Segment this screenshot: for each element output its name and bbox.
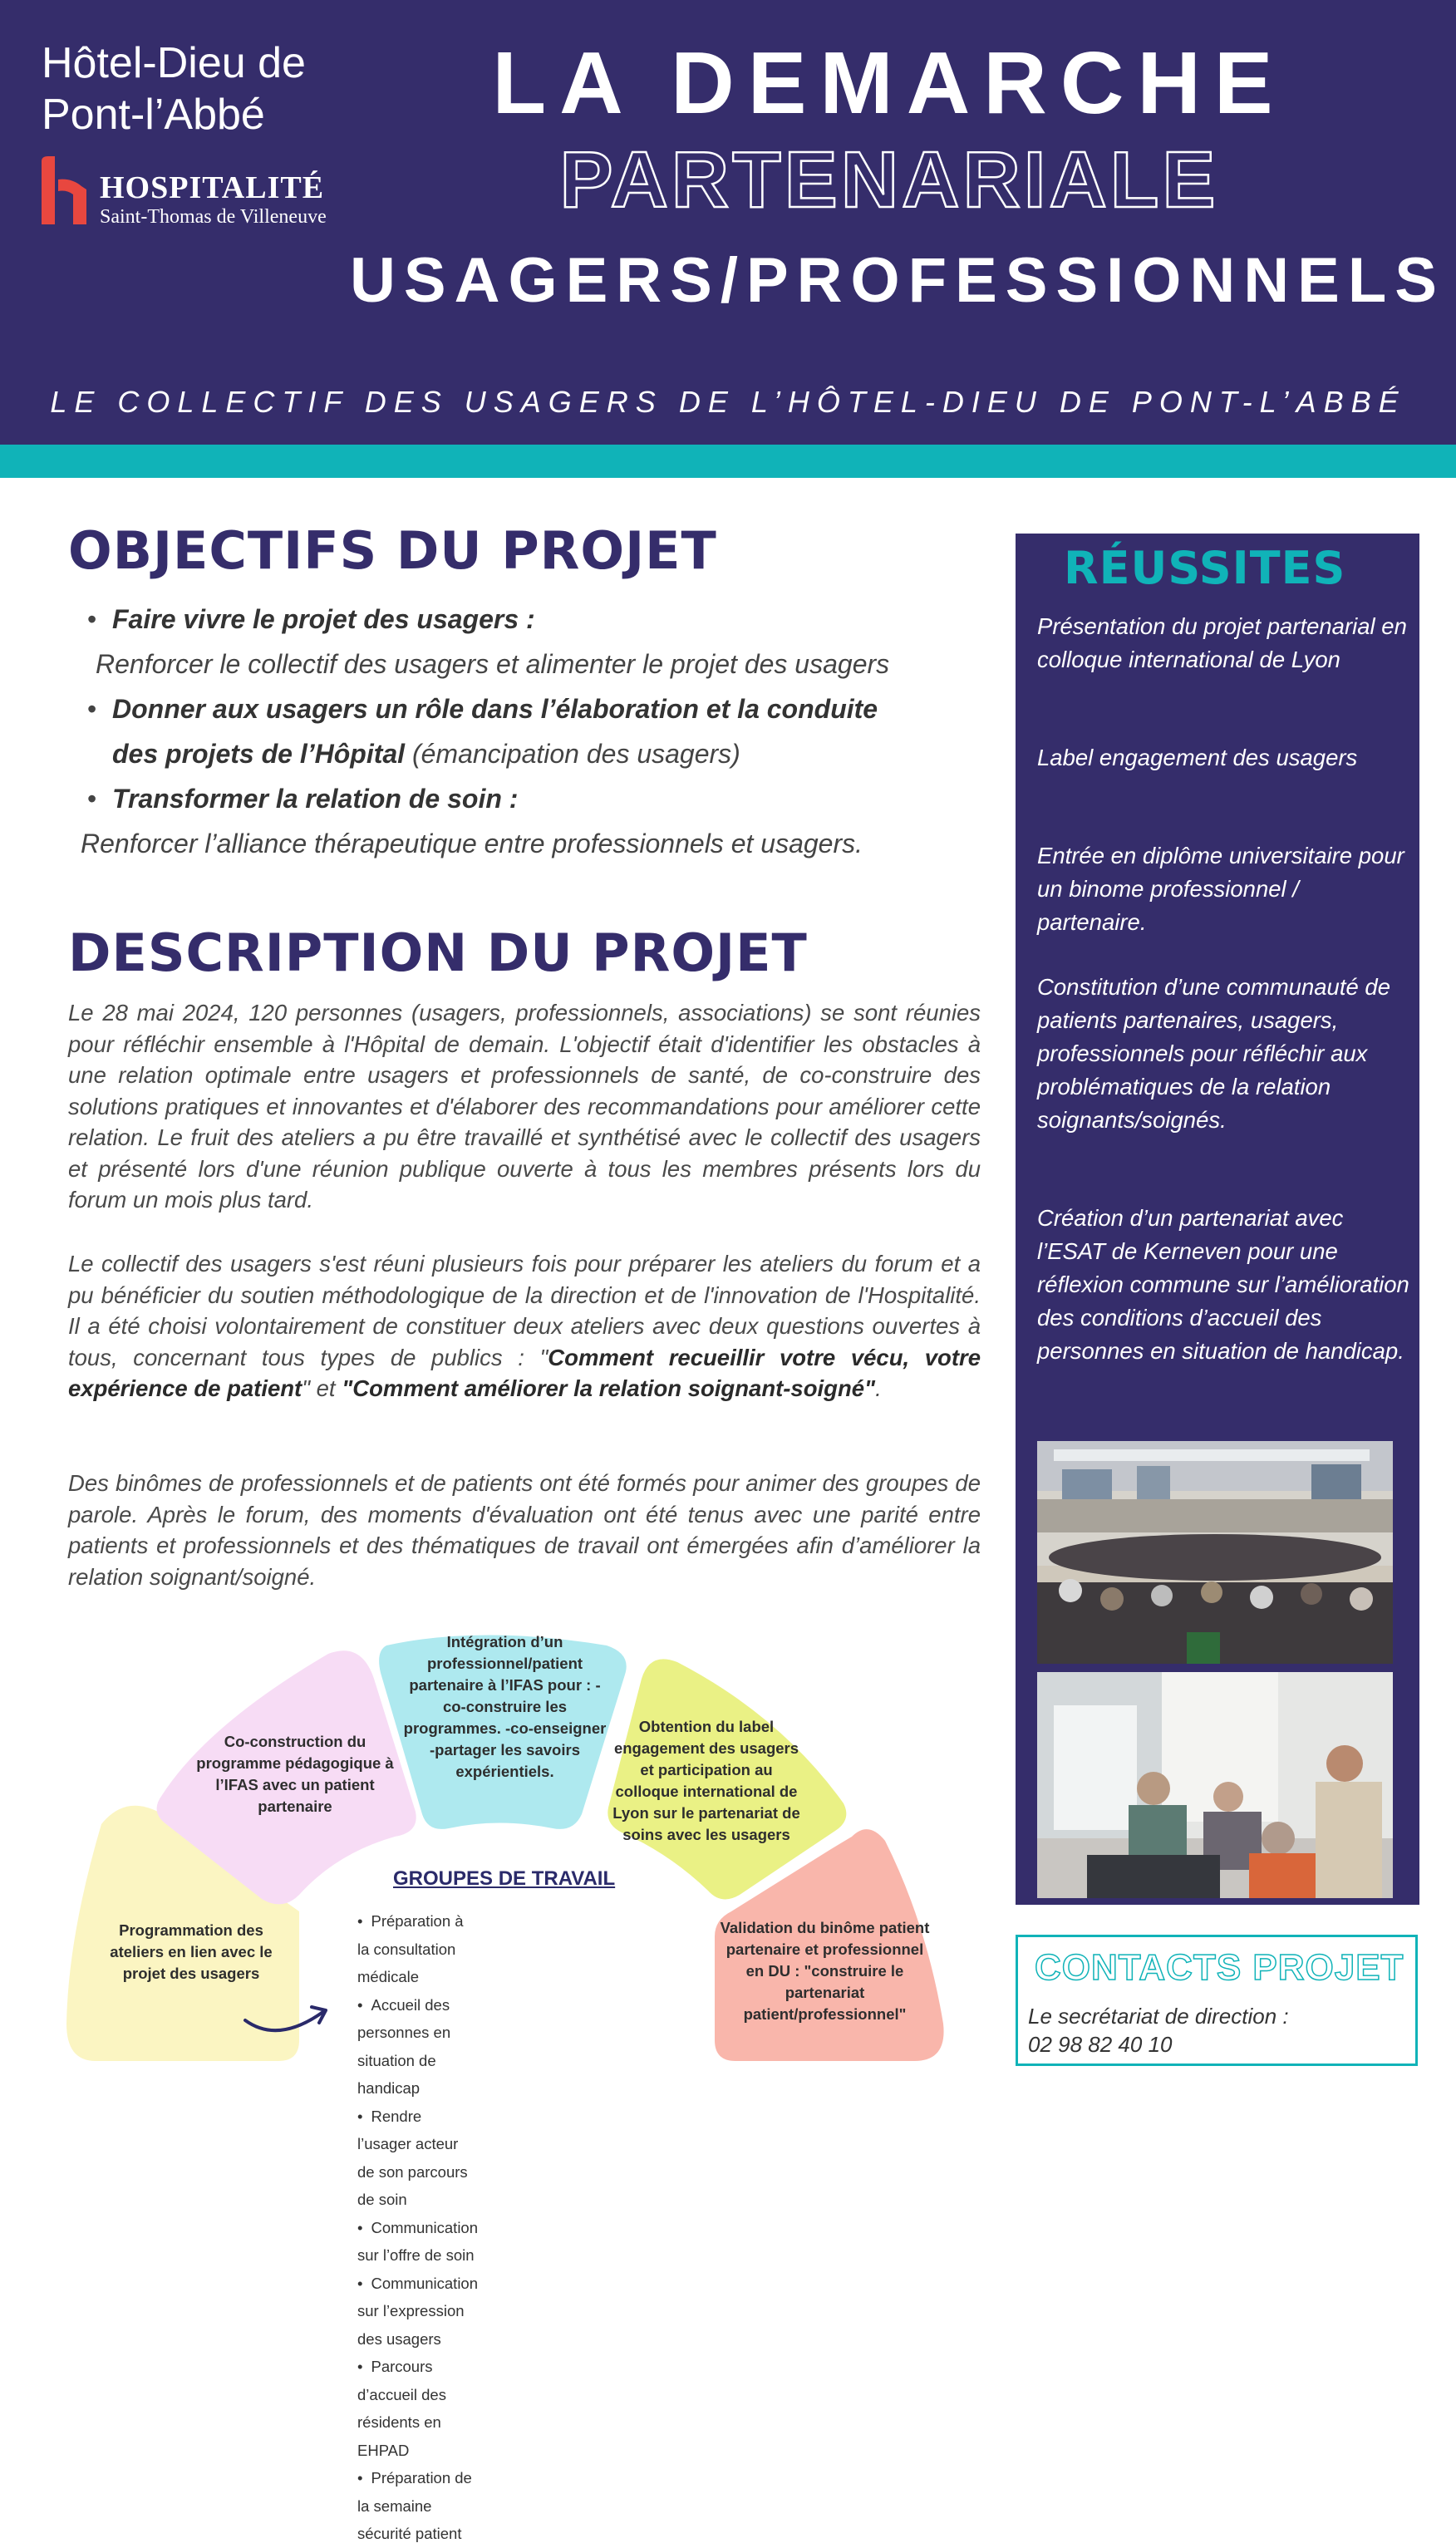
successes-title: RÉUSSITES	[1064, 542, 1346, 594]
list-item: • Parcours d’accueil des résidents en EHPAD	[357, 2353, 478, 2464]
description-paragraph-1: Le 28 mai 2024, 120 personnes (usagers, professionnels, associations) se sont réunies pour réfléchir ensemble à l'Hôpital de demain. L'objectif était d'identifier les obstacles à une relation optimale entre usagers et professionnels de santé, de co-construire des solutions pratiques et innovantes et d'élaborer des recommandations pour améliorer cette relation. Le fruit des ateliers a pu être travaillé et synthétisé avec le collectif des usagers et présenté lors d'une réunion publique ouverte à tous les membres présents lors du forum un mois plus tard.	[68, 1000, 981, 1213]
teal-divider	[0, 445, 1456, 478]
org-name: Hôtel-Dieu de Pont-l’Abbé	[42, 39, 306, 139]
objectives-list	[81, 597, 968, 866]
segment-text-3: Intégration d’un professionnel/patient partenaire à l’IFAS pour : -co-construire les programmes. -co-enseigner -partager les savoirs expérientiels.	[403, 1633, 607, 1780]
work-groups-title: GROUPES DE TRAVAIL	[393, 1867, 616, 1890]
description-paragraph-2: Le collectif des usagers s'est réuni plusieurs fois pour préparer les ateliers du forum et a pu bénéficier du soutien méthodologique de la direction et de l'innovation de l'Hospitalité. Il a été choisi volontairement de constituer deux ateliers avec deux questions ouvertes à tous, concernant tous types de publics : "Comment recueillir votre vécu, votre expérience de patient" et "Comment améliorer la relation soignant-soigné".	[68, 1251, 981, 1401]
segment-text-5: Validation du binôme patient partenaire et professionnel en DU : "construire le partenariat patient/professionnel"	[720, 1919, 930, 2023]
objective-item-1: • Faire vivre le projet des usagers :	[87, 604, 535, 634]
list-item: • Communication sur l’offre de soin	[357, 2214, 478, 2270]
success-item: Présentation du projet partenarial en colloque international de Lyon	[1037, 613, 1407, 672]
objective-item-2: • Donner aux usagers un rôle dans l’élaboration et la conduite	[87, 694, 878, 724]
objective-item-3-detail: Renforcer l’alliance thérapeutique entre professionnels et usagers.	[81, 829, 863, 858]
segment-text-1: Programmation des ateliers en lien avec le projet des usagers	[110, 1921, 273, 1982]
contacts-box	[1016, 1935, 1418, 2066]
objective-item-3: • Transformer la relation de soin :	[87, 784, 519, 814]
description-title: DESCRIPTION DU PROJET	[68, 922, 808, 983]
title-line-2: PARTENARIALE	[559, 135, 1219, 224]
work-groups-list	[357, 1907, 478, 2548]
segment-text-2: Co-construction du programme pédagogique à l’IFAS avec un patient partenaire	[196, 1733, 394, 1815]
success-item: Label engagement des usagers	[1037, 745, 1358, 770]
header-subtitle: LE COLLECTIF DES USAGERS DE L’HÔTEL-DIEU DE PONT-L’ABBÉ	[50, 385, 1406, 419]
success-item: Entrée en diplôme universitaire pour un binome professionnel / partenaire.	[1037, 843, 1404, 935]
logo-subtitle: Saint-Thomas de Villeneuve	[100, 206, 327, 228]
title-line-1: LA DEMARCHE	[492, 34, 1286, 132]
list-item: • Préparation de la semaine sécurité patient	[357, 2464, 478, 2548]
objectives-title: OBJECTIFS DU PROJET	[68, 520, 717, 581]
workshop-photo	[1037, 1672, 1393, 1898]
logo-h-icon	[42, 156, 86, 224]
description-paragraph-3: Des binômes de professionnels et de patients ont été formés pour animer des groupes de parole. Après le forum, des moments d'évaluation ont été tenus avec une parité entre patients et professionnels et des thématiques de travail ont émergées afin d’améliorer la relation soignant/soigné.	[68, 1470, 981, 1590]
forum-assembly-photo	[1037, 1441, 1393, 1664]
objective-item-2-cont: des projets de l’Hôpital (émancipation des usagers)	[112, 739, 740, 769]
successes-panel	[1016, 534, 1419, 1905]
success-item: Constitution d’une communauté de patients partenaires, usagers, professionnels pour réfléchir aux problématiques de la relation soignants/soignés.	[1037, 974, 1390, 1133]
logo-title: HOSPITALITÉ	[100, 170, 325, 205]
segment-text-4: Obtention du label engagement des usagers et participation au colloque international de Lyon sur le partenariat de soins avec les usagers	[612, 1718, 800, 1843]
list-item: • Rendre l’usager acteur de son parcours de soin	[357, 2103, 478, 2214]
header-banner	[0, 0, 1456, 445]
list-item: • Préparation à la consultation médicale	[357, 1907, 478, 1991]
contact-phone[interactable]: 02 98 82 40 10	[1028, 2032, 1173, 2057]
list-item: • Accueil des personnes en situation de handicap	[357, 1991, 478, 2103]
list-item: • Communication sur l’expression des usagers	[357, 2270, 478, 2354]
contact-label: Le secrétariat de direction :	[1028, 2004, 1289, 2029]
title-line-3: USAGERS/PROFESSIONNELS	[350, 245, 1445, 316]
contacts-title: CONTACTS PROJET	[1035, 1947, 1404, 1988]
success-item: Création d’un partenariat avec l’ESAT de Kerneven pour une réflexion commune sur l’amélioration des conditions d’accueil des personnes en situation de handicap.	[1037, 1205, 1409, 1364]
objective-item-1-detail: Renforcer le collectif des usagers et alimenter le projet des usagers	[96, 649, 890, 679]
